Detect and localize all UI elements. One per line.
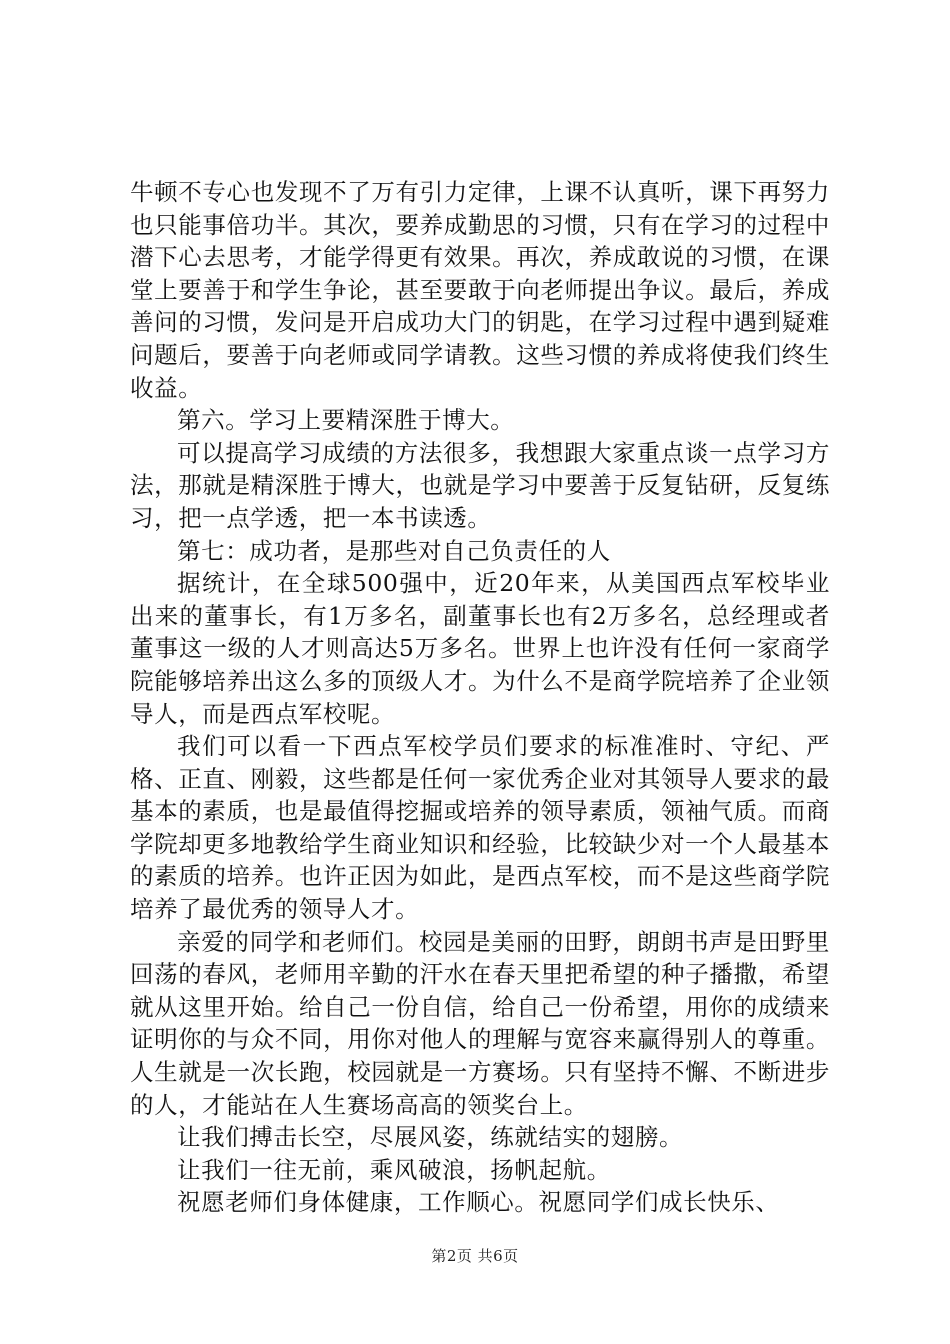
body-paragraph-10: 祝愿老师们身体健康，工作顺心。祝愿同学们成长快乐、 bbox=[177, 1188, 780, 1217]
body-paragraph-6: 我们可以看一下西点军校学员们要求的标准准时、守纪、严格、正直、刚毅，这些都是任何一家优秀企业对其领导人要求的最基本的素质，也是最值得挖掘或培养的领导素质，领袖气质。而商学院却更多地教给学生商业知识和经验，比较缺少对一个人最基本的素质的培养。也许正因为如此，是西点军校，而不是这些商学院培养了最优秀的领导人才。 bbox=[130, 732, 830, 924]
body-paragraph-7: 亲爱的同学和老师们。校园是美丽的田野，朗朗书声是田野里回荡的春风，老师用辛勤的汗水在春天里把希望的种子播撒，希望就从这里开始。给自己一份自信，给自己一份希望，用你的成绩来证明你的与众不同，用你对他人的理解与宽容来赢得别人的尊重。人生就是一次长跑，校园就是一方赛场。只有坚持不懈、不断进步的人，才能站在人生赛场高高的领奖台上。 bbox=[130, 927, 830, 1119]
body-paragraph-1: 牛顿不专心也发现不了万有引力定律，上课不认真听，课下再努力也只能事倍功半。其次，要养成勤思的习惯，只有在学习的过程中潜下心去思考，才能学得更有效果。再次，养成敢说的习惯，在课堂上要善于和学生争论，甚至要敢于向老师提出争议。最后，养成善问的习惯，发问是开启成功大门的钥匙，在学习过程中遇到疑难问题后，要善于向老师或同学请教。这些习惯的养成将使我们终生收益。 bbox=[130, 178, 830, 402]
body-paragraph-3: 可以提高学习成绩的方法很多，我想跟大家重点谈一点学习方法，那就是精深胜于博大，也就是学习中要善于反复钻研，反复练习，把一点学透，把一本书读透。 bbox=[130, 438, 830, 532]
heading-section-six: 第六。学习上要精深胜于博大。 bbox=[177, 406, 515, 435]
document-body bbox=[130, 176, 830, 1219]
body-paragraph-8: 让我们搏击长空，尽展风姿，练就结实的翅膀。 bbox=[177, 1123, 684, 1152]
page-number-footer: 第2页 共6页 bbox=[431, 1247, 519, 1265]
body-paragraph-9: 让我们一往无前，乘风破浪，扬帆起航。 bbox=[177, 1155, 611, 1184]
body-paragraph-5: 据统计，在全球500强中，近20年来，从美国西点军校毕业出来的董事长，有1万多名，副董事长也有2万多名，总经理或者董事这一级的人才则高达5万多名。世界上也许没有任何一家商学院能够培养出这么多的顶级人才。为什么不是商学院培养了企业领导人，而是西点军校呢。 bbox=[130, 569, 830, 728]
heading-section-seven: 第七：成功者，是那些对自己负责任的人 bbox=[177, 536, 611, 565]
